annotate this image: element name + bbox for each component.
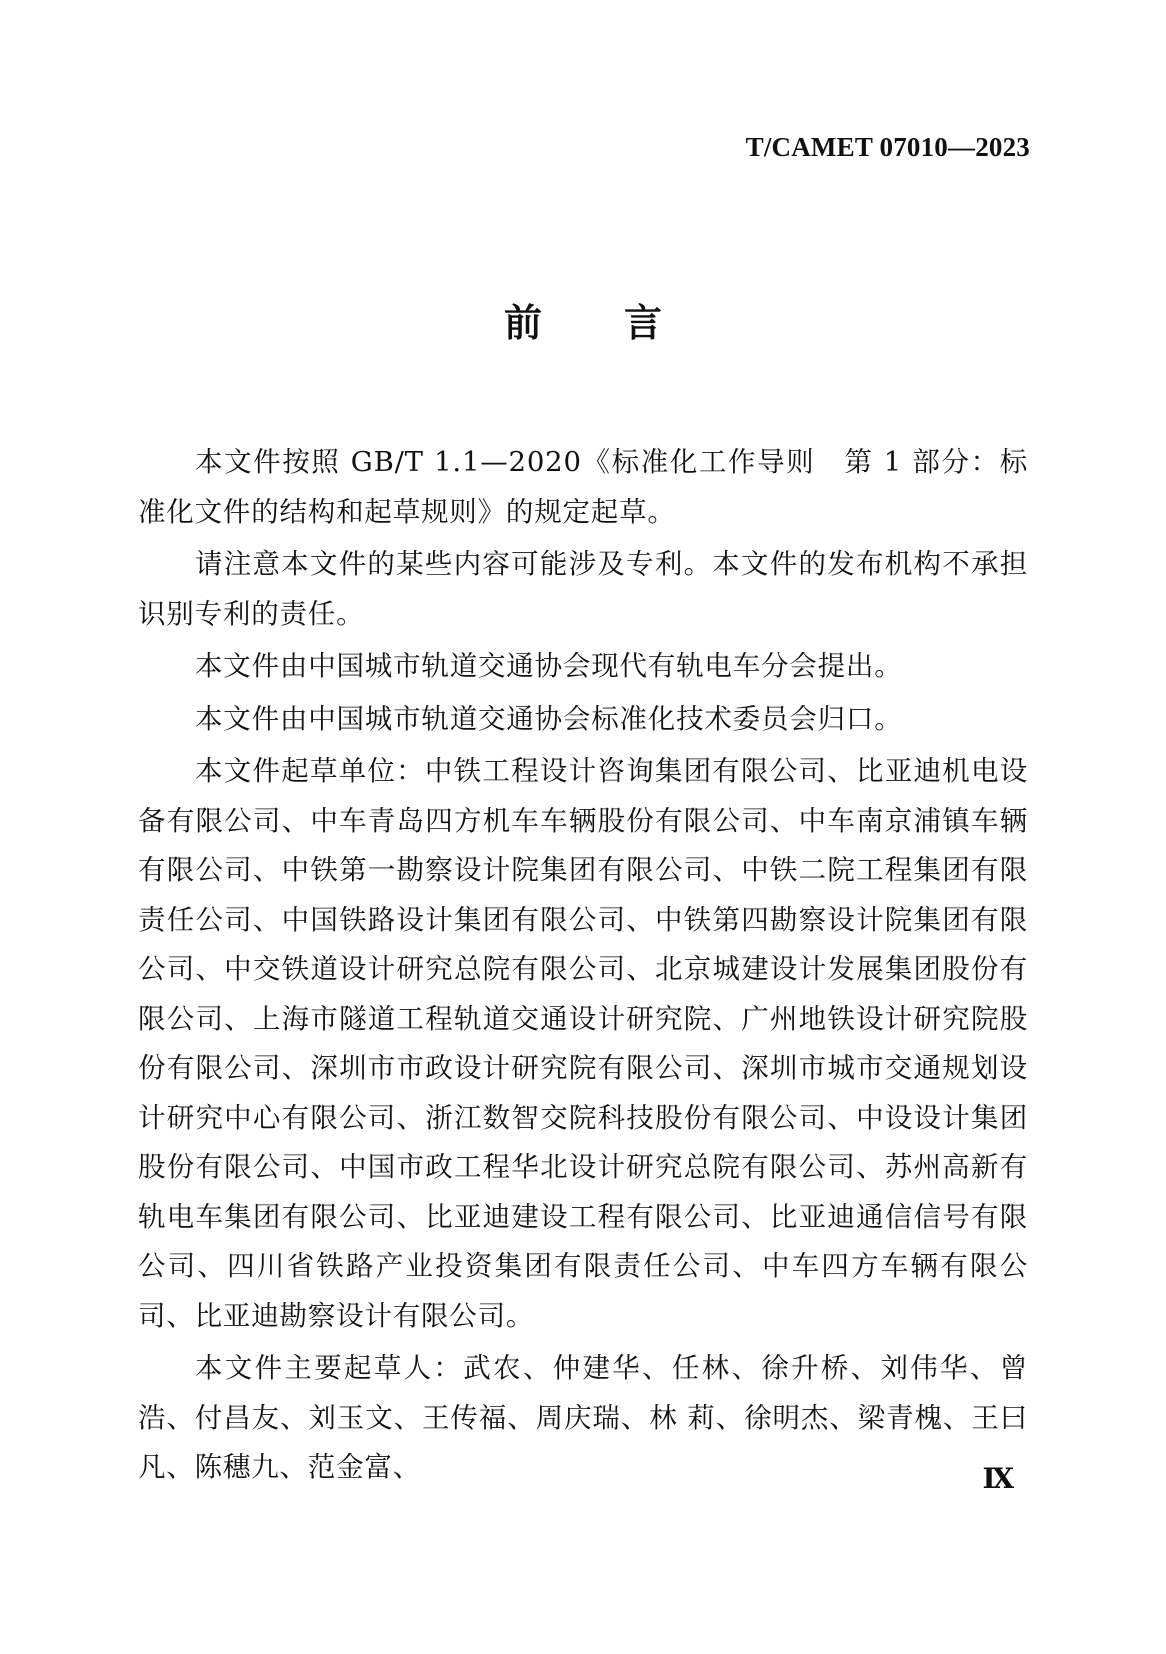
page-number: Ⅸ — [982, 1464, 1014, 1495]
paragraph-technical-committee: 本文件由中国城市轨道交通协会标准化技术委员会归口。 — [195, 702, 903, 735]
document-code: T/CAMET 07010—2023 — [745, 132, 1030, 162]
paragraph-proposer: 本文件由中国城市轨道交通协会现代有轨电车分会提出。 — [195, 650, 903, 682]
paragraph-patent-notice: 请注意本文件的某些内容可能涉及专利。本文件的发布机构不承担识别专利的责任。 — [138, 548, 1028, 630]
title-char-right: 言 — [624, 301, 663, 345]
title-char-left: 前 — [503, 301, 542, 345]
page-title — [0, 292, 1166, 347]
paragraph-main-drafters: 本文件主要起草人：武农、仲建华、任林、徐升桥、刘伟华、曾浩、付昌友、刘玉文、王传福、周庆瑞、林 莉、徐明杰、梁青槐、王曰凡、陈穗九、范金富、 — [138, 1352, 1028, 1483]
paragraph-drafting-units: 本文件起草单位：中铁工程设计咨询集团有限公司、比亚迪机电设备有限公司、中车青岛四方机车车辆股份有限公司、中车南京浦镇车辆有限公司、中铁第一勘察设计院集团有限公司、中铁二院工程集团有限责任公司、中国铁路设计集团有限公司、中铁第四勘察设计院集团有限公司、中交铁道设计研究总院有限公司、北京城建设计发展集团股份有限公司、上海市隧道工程轨道交通设计研究院、广州地铁设计研究院股份有限公司、深圳市市政设计研究院有限公司、深圳市城市交通规划设计研究中心有限公司、浙江数智交院科技股份有限公司、中设设计集团股份有限公司、中国市政工程华北设计研究总院有限公司、苏州高新有轨电车集团有限公司、比亚迪建设工程有限公司、比亚迪通信信号有限公司、四川省铁路产业投资集团有限责任公司、中车四方车辆有限公司、比亚迪勘察设计有限公司。 — [138, 755, 1028, 1332]
foreword-body — [138, 438, 1028, 1496]
paragraph-drafting-rules: 本文件按照 GB/T 1.1—2020《标准化工作导则 第 1 部分：标准化文件的结构和起草规则》的规定起草。 — [138, 446, 1028, 528]
